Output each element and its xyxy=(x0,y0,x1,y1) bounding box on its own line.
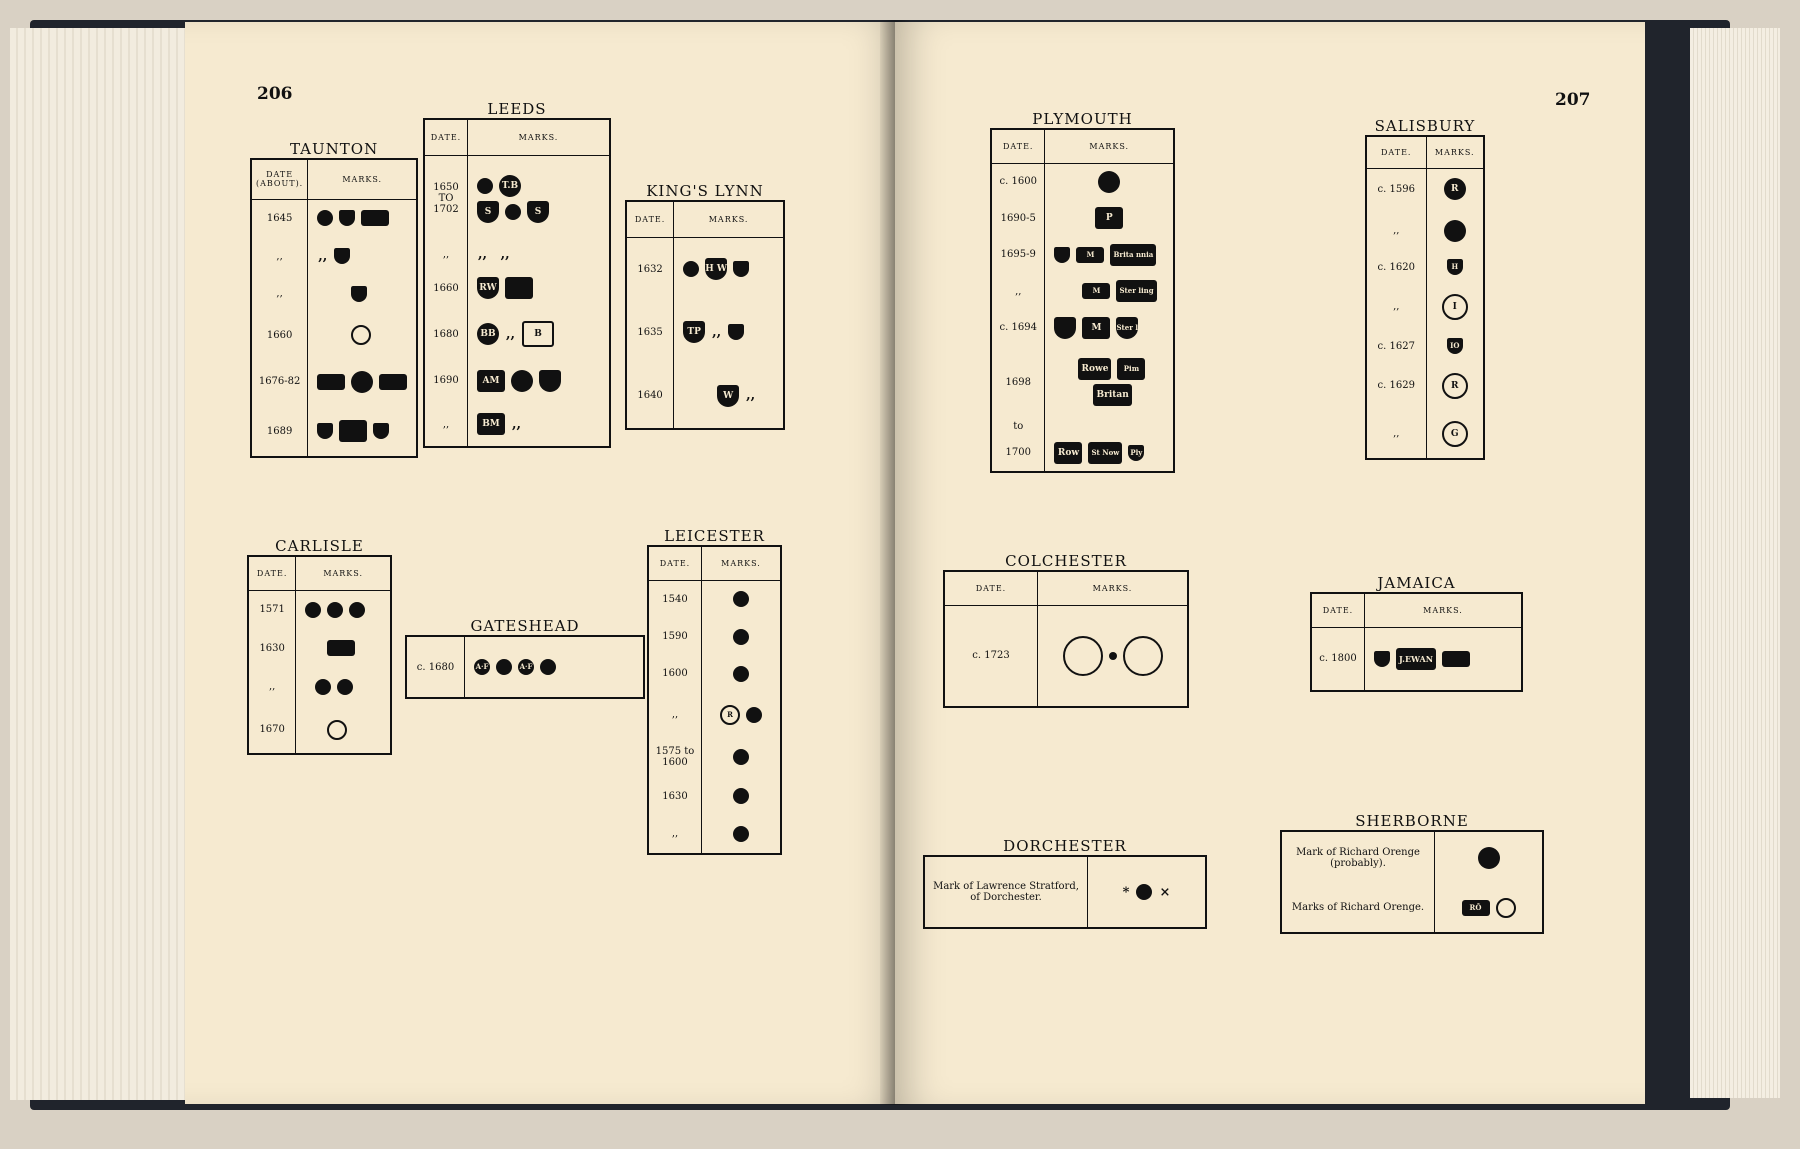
pewter-mark-icon xyxy=(351,325,371,345)
table-cell xyxy=(1426,283,1484,331)
pewter-mark-icon xyxy=(1442,651,1470,667)
date-header: DATE. xyxy=(1311,593,1365,627)
table-row xyxy=(248,590,391,629)
pewter-mark-icon: St Now xyxy=(1088,442,1122,464)
table-title: SALISBURY xyxy=(1374,117,1476,135)
kings-lynn-table xyxy=(625,182,785,430)
right-page xyxy=(895,22,1645,1104)
pewter-mark-icon xyxy=(373,423,389,439)
pewter-mark-icon xyxy=(339,420,367,442)
pewter-mark-icon xyxy=(733,788,749,804)
date-cell: 1600 xyxy=(662,668,688,680)
pewter-mark-icon xyxy=(305,602,321,618)
pewter-mark-icon xyxy=(746,707,762,723)
pewter-mark-icon xyxy=(351,371,373,393)
table-row xyxy=(1311,627,1522,691)
date-cell: 1695-9 xyxy=(1000,249,1036,261)
table-title: CARLISLE xyxy=(275,537,364,555)
table-row xyxy=(648,815,781,854)
pewter-mark-icon xyxy=(327,602,343,618)
table-row xyxy=(648,737,781,778)
table-row xyxy=(991,309,1174,345)
table-cell xyxy=(1045,237,1174,273)
table-row xyxy=(648,778,781,815)
pewter-mark-icon xyxy=(733,666,749,682)
table-cell: × xyxy=(1159,884,1171,900)
table-title: PLYMOUTH xyxy=(1032,110,1133,128)
table-cell xyxy=(1426,362,1484,410)
date-cell: 1690-5 xyxy=(1000,212,1036,224)
table-cell xyxy=(308,312,418,357)
table-row xyxy=(248,629,391,667)
pewter-mark-icon xyxy=(334,248,350,264)
table-cell xyxy=(674,237,784,301)
date-cell: ,, xyxy=(442,418,450,430)
pewter-mark-icon: Row xyxy=(1054,442,1082,464)
table-row xyxy=(1366,210,1484,251)
date-cell: ,, xyxy=(268,681,276,693)
table-cell xyxy=(465,636,645,698)
table-cell xyxy=(702,778,782,815)
pewter-mark-icon: S xyxy=(477,201,499,223)
pewter-mark-icon xyxy=(539,370,561,392)
table-cell xyxy=(468,242,611,267)
sherborne-table xyxy=(1280,812,1544,934)
pewter-mark-icon xyxy=(505,204,521,220)
table-row xyxy=(1366,410,1484,459)
date-cell: 1650 TO 1702 xyxy=(433,182,459,216)
pewter-mark-icon: M xyxy=(1082,317,1110,339)
marks-header: MARKS. xyxy=(1045,129,1174,163)
table-cell xyxy=(702,815,782,854)
table-row xyxy=(1281,831,1543,884)
table-title: LEEDS xyxy=(487,100,547,118)
table-row xyxy=(406,636,644,698)
pewter-mark-icon xyxy=(733,591,749,607)
table-row xyxy=(991,346,1174,419)
date-cell: ,, xyxy=(1393,301,1400,313)
date-header: DATE. xyxy=(626,201,674,237)
table-row xyxy=(626,364,784,429)
marks-header: MARKS. xyxy=(468,119,611,155)
pewter-mark-icon: T.B xyxy=(499,175,521,197)
date-cell: to xyxy=(1013,420,1024,432)
pewter-mark-icon: R xyxy=(1444,178,1466,200)
table-cell: * xyxy=(1122,884,1130,900)
date-cell: c. 1600 xyxy=(999,176,1037,188)
table-cell xyxy=(308,358,418,407)
pewter-mark-icon xyxy=(1063,636,1103,676)
table-row xyxy=(991,419,1174,434)
table-cell xyxy=(674,364,784,429)
pewter-mark-icon xyxy=(337,679,353,695)
table-cell xyxy=(1045,200,1174,236)
plymouth-table xyxy=(990,110,1175,473)
table-cell xyxy=(1435,831,1544,884)
table-row xyxy=(424,359,610,402)
page-number: 207 xyxy=(1555,90,1591,110)
table-row xyxy=(991,237,1174,273)
table-cell xyxy=(1038,605,1189,707)
marks-header: MARKS. xyxy=(1426,136,1484,168)
table-cell xyxy=(702,580,782,618)
table-cell xyxy=(1426,251,1484,283)
pewter-mark-icon xyxy=(317,423,333,439)
table-cell xyxy=(308,237,418,275)
date-cell: c. 1800 xyxy=(1319,653,1357,665)
marks-header: MARKS. xyxy=(308,159,418,199)
date-cell: ,, xyxy=(276,250,283,262)
date-cell: 1632 xyxy=(637,263,663,275)
date-cell: 1575 to 1600 xyxy=(655,746,695,769)
date-cell: 1635 xyxy=(637,326,663,338)
pewter-mark-icon: IO xyxy=(1447,338,1463,354)
table-row xyxy=(648,655,781,692)
pewter-mark-icon xyxy=(1374,651,1390,667)
pewter-mark-icon: Rowe xyxy=(1078,358,1111,380)
table-cell xyxy=(296,706,391,754)
pewter-mark-icon xyxy=(1054,317,1076,339)
pewter-mark-icon xyxy=(1136,884,1152,900)
date-cell: 1645 xyxy=(266,212,293,224)
carlisle-table xyxy=(247,537,392,755)
table-cell xyxy=(702,692,782,737)
date-cell: ,, xyxy=(1393,225,1400,237)
table-cell: Mark of Lawrence Stratford, of Dorchester. xyxy=(933,881,1079,903)
pewter-mark-icon: M xyxy=(1082,283,1110,299)
table-cell xyxy=(308,275,418,313)
table-row xyxy=(251,237,417,275)
pewter-mark-icon: H xyxy=(1447,259,1463,275)
table-title: JAMAICA xyxy=(1377,574,1456,592)
pewter-mark-icon: Ster ling xyxy=(1116,317,1138,339)
table-row xyxy=(991,434,1174,472)
date-cell: 1690 xyxy=(433,375,459,387)
table-cell: Mark of Richard Orenge (probably). xyxy=(1296,846,1420,869)
pewter-mark-icon xyxy=(1098,171,1120,193)
date-cell: ,, xyxy=(1015,285,1022,297)
pewter-mark-icon: A·F xyxy=(518,659,534,675)
pewter-mark-icon: W xyxy=(717,385,739,407)
table-row xyxy=(251,312,417,357)
table-cell xyxy=(468,267,611,310)
date-cell: 1640 xyxy=(637,390,663,402)
table-row xyxy=(1366,251,1484,283)
marks-header: MARKS. xyxy=(1365,593,1523,627)
date-cell: c. 1694 xyxy=(999,322,1037,334)
table-row xyxy=(944,605,1188,707)
colchester-table xyxy=(943,552,1189,708)
date-cell: c. 1680 xyxy=(416,661,455,673)
pewter-mark-icon xyxy=(327,640,355,656)
pewter-mark-icon xyxy=(1054,247,1070,263)
table-row xyxy=(251,275,417,313)
table-row xyxy=(251,199,417,237)
date-header: DATE. xyxy=(424,119,468,155)
pewter-mark-icon: H W xyxy=(705,258,727,280)
pewter-mark-icon xyxy=(733,826,749,842)
pewter-mark-icon: RŌ xyxy=(1462,900,1490,916)
table-cell xyxy=(296,590,391,629)
table-cell xyxy=(468,310,611,360)
table-row xyxy=(648,618,781,655)
table-title: COLCHESTER xyxy=(1005,552,1127,570)
table-row xyxy=(924,856,1206,928)
pewter-mark-icon: BB xyxy=(477,323,499,345)
table-row xyxy=(424,310,610,360)
table-row xyxy=(424,402,610,447)
table-cell xyxy=(468,155,611,242)
pewter-mark-icon: A·F xyxy=(474,659,490,675)
table-cell xyxy=(308,406,418,457)
table-cell xyxy=(1045,419,1174,434)
table-title: LEICESTER xyxy=(664,527,765,545)
pewter-mark-icon xyxy=(361,210,389,226)
pewter-mark-icon xyxy=(505,277,533,299)
date-cell: 1630 xyxy=(662,790,688,802)
table-cell xyxy=(468,359,611,402)
date-cell: ,, xyxy=(1393,428,1400,440)
date-cell: 1698 xyxy=(1005,376,1031,388)
table-cell xyxy=(1045,163,1174,200)
table-row xyxy=(1366,331,1484,363)
table-cell xyxy=(1426,331,1484,363)
pewter-mark-icon xyxy=(1444,220,1466,242)
pewter-mark-icon: M xyxy=(1076,247,1104,263)
table-cell xyxy=(308,199,418,237)
table-cell xyxy=(468,402,611,447)
date-cell: 1571 xyxy=(259,604,285,616)
pewter-mark-icon: Ply xyxy=(1128,445,1144,461)
table-row xyxy=(424,155,610,242)
pewter-mark-icon xyxy=(733,261,749,277)
date-header: DATE. xyxy=(944,571,1038,605)
date-cell: ,, xyxy=(671,709,679,721)
table-row xyxy=(424,267,610,310)
date-cell: c. 1627 xyxy=(1377,340,1415,352)
table-cell xyxy=(1045,346,1174,419)
pewter-mark-icon: S xyxy=(527,201,549,223)
pewter-mark-icon xyxy=(540,659,556,675)
table-row xyxy=(1281,884,1543,933)
date-cell: ,, xyxy=(671,828,679,840)
pewter-mark-icon xyxy=(339,210,355,226)
table-cell xyxy=(1045,309,1174,345)
table-row xyxy=(1366,168,1484,210)
table-row xyxy=(1366,283,1484,331)
date-cell: 1676-82 xyxy=(258,376,301,388)
gateshead-table xyxy=(405,617,645,699)
salisbury-table xyxy=(1365,117,1485,460)
table-row xyxy=(991,163,1174,200)
table-row xyxy=(251,406,417,457)
pewter-mark-icon xyxy=(1109,652,1117,660)
table-cell xyxy=(296,668,391,706)
date-cell: 1630 xyxy=(259,642,285,654)
pewter-mark-icon xyxy=(349,602,365,618)
date-header: DATE. xyxy=(648,546,702,580)
leicester-table xyxy=(647,527,782,855)
table-cell xyxy=(1435,884,1544,933)
pewter-mark-icon: R xyxy=(1442,373,1468,399)
table-cell xyxy=(296,629,391,667)
table-row xyxy=(648,580,781,618)
table-row xyxy=(248,706,391,754)
table-cell xyxy=(1045,434,1174,472)
page-number: 206 xyxy=(257,84,293,104)
pewter-mark-icon xyxy=(1478,847,1500,869)
table-cell: ,, xyxy=(318,248,328,264)
marks-header: MARKS. xyxy=(296,556,391,590)
table-title: SHERBORNE xyxy=(1355,812,1469,830)
date-header: DATE. xyxy=(248,556,296,590)
table-row xyxy=(251,358,417,407)
date-header: DATE (ABOUT). xyxy=(251,159,308,199)
table-row xyxy=(248,668,391,706)
date-cell: c. 1629 xyxy=(1377,380,1415,392)
pewter-mark-icon: Pim xyxy=(1117,358,1145,380)
table-row xyxy=(424,242,610,267)
table-cell: ,, xyxy=(512,416,522,432)
pewter-mark-icon xyxy=(379,374,407,390)
table-cell xyxy=(1088,856,1207,928)
table-row xyxy=(1366,362,1484,410)
pewter-mark-icon xyxy=(315,679,331,695)
pewter-mark-icon xyxy=(1123,636,1163,676)
jamaica-table xyxy=(1310,574,1523,692)
pewter-mark-icon: I xyxy=(1442,294,1468,320)
date-cell: 1660 xyxy=(266,329,293,341)
date-header: DATE. xyxy=(991,129,1045,163)
table-title: GATESHEAD xyxy=(470,617,580,635)
pewter-mark-icon xyxy=(683,261,699,277)
date-cell: 1700 xyxy=(1005,447,1031,459)
date-cell: ,, xyxy=(276,288,283,300)
taunton-table xyxy=(250,140,418,458)
table-cell: ,, xyxy=(712,324,722,340)
table-cell xyxy=(1426,410,1484,459)
table-cell xyxy=(702,655,782,692)
pewter-mark-icon: B xyxy=(522,321,554,347)
table-cell xyxy=(1045,273,1174,309)
date-cell: 1660 xyxy=(433,282,459,294)
date-cell: 1590 xyxy=(662,631,688,643)
date-cell: 1680 xyxy=(433,328,459,340)
left-page xyxy=(185,22,900,1104)
pewter-mark-icon xyxy=(733,629,749,645)
pewter-mark-icon: AM xyxy=(477,370,505,392)
date-cell: c. 1723 xyxy=(972,650,1010,662)
pewter-mark-icon: G xyxy=(1442,421,1468,447)
date-cell: c. 1596 xyxy=(1377,183,1415,195)
table-title: KING'S LYNN xyxy=(646,182,764,200)
pewter-mark-icon xyxy=(477,178,493,194)
table-row xyxy=(991,200,1174,236)
pewter-mark-icon xyxy=(733,749,749,765)
table-cell: ,, ,, xyxy=(478,246,510,262)
marks-header: MARKS. xyxy=(1038,571,1189,605)
marks-header: MARKS. xyxy=(702,546,782,580)
pewter-mark-icon: BM xyxy=(477,413,505,435)
table-cell: ,, xyxy=(746,388,756,404)
table-cell: Marks of Richard Orenge. xyxy=(1291,902,1425,914)
table-cell xyxy=(702,737,782,778)
pewter-mark-icon: Britan xyxy=(1093,384,1131,406)
pewter-mark-icon xyxy=(351,286,367,302)
table-row xyxy=(626,301,784,364)
table-title: DORCHESTER xyxy=(1003,837,1127,855)
pewter-mark-icon xyxy=(317,210,333,226)
table-cell xyxy=(1426,168,1484,210)
table-cell xyxy=(702,618,782,655)
table-row xyxy=(648,692,781,737)
pewter-mark-icon: J.EWAN xyxy=(1396,648,1436,670)
date-cell: 1689 xyxy=(266,425,293,437)
date-cell: c. 1620 xyxy=(1377,261,1415,273)
pewter-mark-icon: Ster ling xyxy=(1116,280,1156,302)
table-cell xyxy=(1426,210,1484,251)
table-cell xyxy=(674,301,784,364)
table-cell xyxy=(1365,627,1523,691)
page-edges-right xyxy=(1690,28,1780,1098)
marks-header: MARKS. xyxy=(674,201,784,237)
pewter-mark-icon xyxy=(511,370,533,392)
table-row xyxy=(991,273,1174,309)
pewter-mark-icon xyxy=(1496,898,1516,918)
pewter-mark-icon: RW xyxy=(477,277,499,299)
date-header: DATE. xyxy=(1366,136,1426,168)
pewter-mark-icon xyxy=(496,659,512,675)
pewter-mark-icon: Brita nnia xyxy=(1110,244,1156,266)
dorchester-table xyxy=(923,837,1207,929)
table-row xyxy=(626,237,784,301)
date-cell: ,, xyxy=(442,248,450,260)
leeds-table xyxy=(423,100,611,448)
date-cell: 1670 xyxy=(259,724,285,736)
pewter-mark-icon: P xyxy=(1095,207,1123,229)
pewter-mark-icon xyxy=(327,720,347,740)
date-cell: 1540 xyxy=(662,593,688,605)
pewter-mark-icon xyxy=(317,374,345,390)
table-cell: ,, xyxy=(506,326,516,342)
table-title: TAUNTON xyxy=(290,140,379,158)
pewter-mark-icon: TP xyxy=(683,321,705,343)
pewter-mark-icon xyxy=(728,324,744,340)
pewter-mark-icon: R xyxy=(720,705,740,725)
